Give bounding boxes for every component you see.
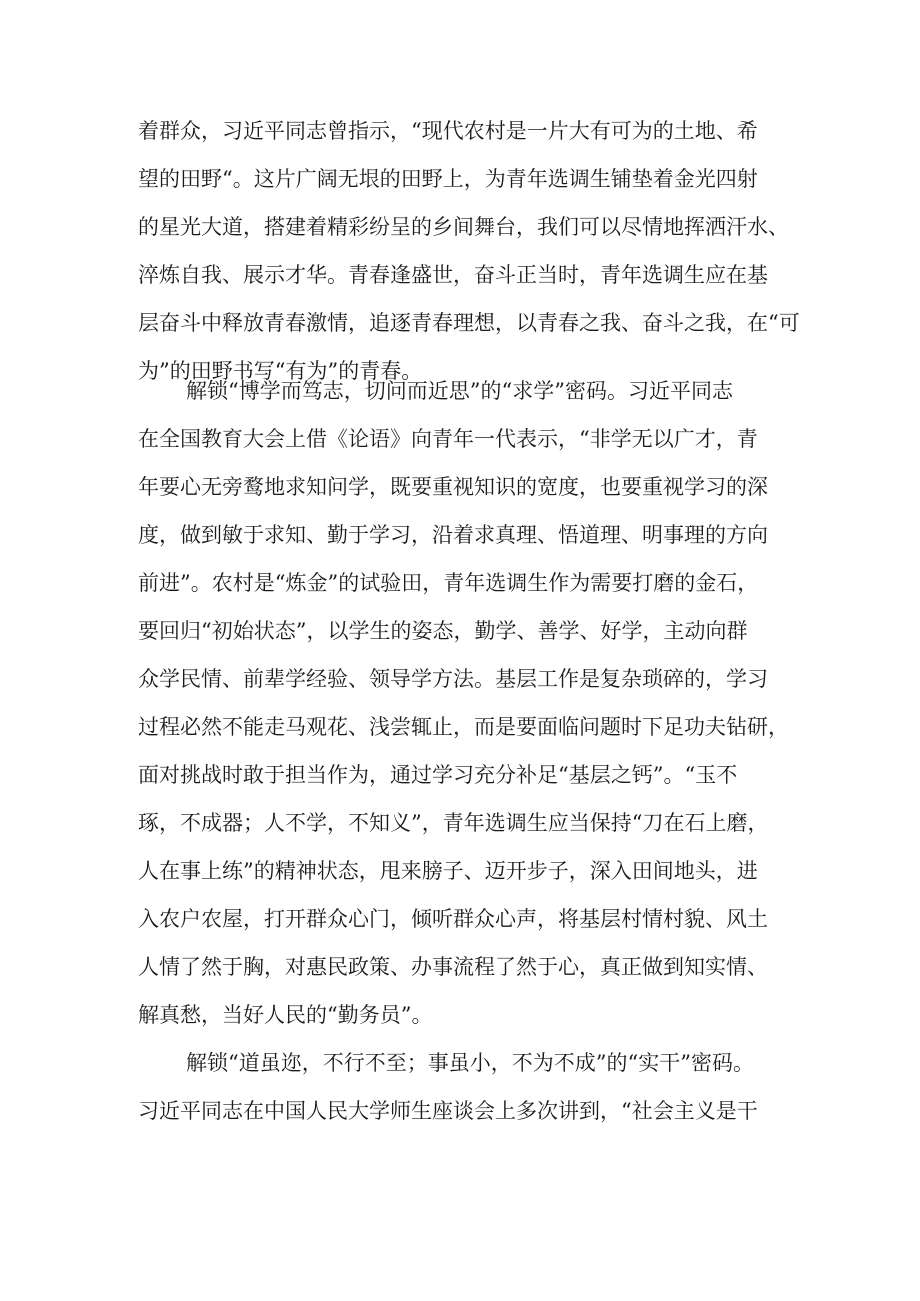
text-line: 在全国教育大会上借《论语》向青年一代表示，“非学无以广才，青: [138, 427, 758, 451]
text-line: 面对挑战时敢于担当作为，通过学习充分补足“基层之钙”。“玉不: [138, 763, 738, 787]
text-line: 入农户农屋，打开群众心门，倾听群众心声，将基层村情村貌、风土: [138, 907, 768, 931]
text-line: 年要心无旁鹜地求知问学，既要重视知识的宽度，也要重视学习的深: [138, 475, 768, 499]
text-line: 习近平同志在中国人民大学师生座谈会上多次讲到，“社会主义是干: [138, 1099, 758, 1123]
text-line: 前进”。农村是“炼金”的试验田，青年选调生作为需要打磨的金石，: [138, 571, 759, 595]
text-line: 众学民情、前辈学经验、领导学方法。基层工作是复杂琐碎的，学习: [138, 667, 768, 691]
text-line: 度，做到敏于求知、勤于学习，沿着求真理、悟道理、明事理的方向: [138, 523, 768, 547]
paragraph-start-line: 解锁“道虽迩，不行不至；事虽小，不为不成”的“实干”密码。: [186, 1051, 754, 1075]
text-line: 解真愁，当好人民的“勤务员”。: [138, 1003, 433, 1027]
text-line: 淬炼自我、展示才华。青春逢盛世，奋斗正当时，青年选调生应在基: [138, 263, 768, 287]
text-line: 过程必然不能走马观花、浅尝辄止，而是要面临问题时下足功夫钻研，: [138, 715, 789, 739]
text-line: 望的田野“。这片广阔无垠的田野上，为青年选调生铺垫着金光四射: [138, 167, 758, 191]
text-line: 人在事上练”的精神状态，甩来膀子、迈开步子，深入田间地头，进: [138, 859, 758, 883]
text-line: 为”的田野书写“有为”的青春。: [138, 359, 423, 383]
text-line: 层奋斗中释放青春激情，追逐青春理想，以青春之我、奋斗之我，在“可: [138, 311, 800, 335]
paragraph-start-line: 解锁“博学而笃志，切问而近思”的“求学”密码。习近平同志: [186, 379, 733, 403]
text-line: 着群众，习近平同志曾指示，“现代农村是一片大有可为的土地、希: [138, 119, 758, 143]
text-line: 要回归“初始状态”，以学生的姿态，勤学、善学、好学，主动向群: [138, 619, 748, 643]
text-line: 人情了然于胸，对惠民政策、办事流程了然于心，真正做到知实情、: [138, 955, 768, 979]
text-line: 琢，不成器；人不学，不知义”，青年选调生应当保持“刀在石上磨，: [138, 811, 769, 835]
text-line: 的星光大道，搭建着精彩纷呈的乡间舞台，我们可以尽情地挥洒汗水、: [138, 215, 789, 239]
